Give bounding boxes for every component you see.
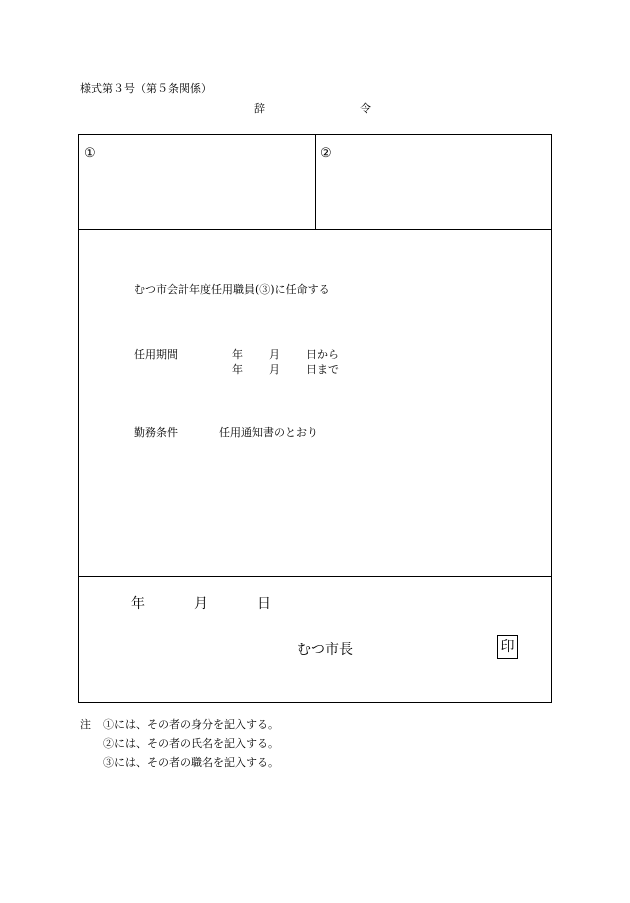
period-from-month: 月 <box>269 348 280 361</box>
conditions-label: 勤務条件 <box>134 426 178 439</box>
document-title-left: 辞 <box>254 102 265 115</box>
document-title-right: 令 <box>360 102 371 115</box>
note-item: ②には、その者の氏名を記入する。 <box>103 737 279 750</box>
seal-mark: 印 <box>497 635 518 659</box>
period-from-day: 日から <box>306 348 339 361</box>
name-field-marker: ② <box>320 146 332 161</box>
top-cell-divider <box>315 134 316 230</box>
appointment-statement: むつ市会計年度任用職員(③)に任命する <box>134 283 330 296</box>
top-section-divider <box>78 229 552 230</box>
issue-date-month: 月 <box>194 596 208 612</box>
period-label: 任用期間 <box>134 348 178 361</box>
issue-date-day: 日 <box>257 596 271 612</box>
conditions-value: 任用通知書のとおり <box>219 426 318 439</box>
note-item: ①には、その者の身分を記入する。 <box>103 718 279 731</box>
issue-date-year: 年 <box>131 596 145 612</box>
period-to-month: 月 <box>269 363 280 376</box>
notes-prefix: 注 <box>80 718 91 731</box>
form-number-label: 様式第３号（第５条関係） <box>80 82 212 95</box>
period-to-year: 年 <box>232 363 243 376</box>
note-item: ③には、その者の職名を記入する。 <box>103 756 279 769</box>
status-field-marker: ① <box>84 146 96 161</box>
bottom-section-divider <box>78 576 552 577</box>
period-from-year: 年 <box>232 348 243 361</box>
period-to-day: 日まで <box>306 363 339 376</box>
mayor-title: むつ市長 <box>297 642 353 658</box>
